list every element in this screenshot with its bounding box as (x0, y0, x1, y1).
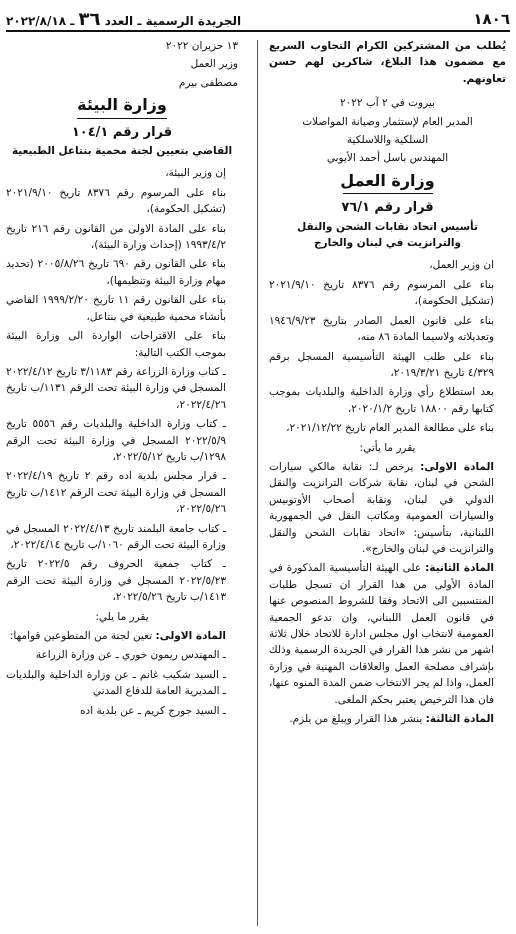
recital: بناء على الاقتراحات الواردة الى وزارة البيئة بموجب الكتب التالية: (6, 330, 226, 359)
gazette-title: الجريدة الرسمية ـ العدد (104, 13, 242, 28)
article (6, 628, 238, 644)
signer-title: وزير العمل (190, 58, 238, 71)
article (269, 560, 506, 708)
decision-subject: القاضي بتعيين لجنة محمية بنتاعل الطبيعية (11, 145, 233, 158)
ministry-rule (77, 118, 167, 119)
article-label: المادة الثانية: (425, 562, 494, 575)
recital: بناء على المرسوم رقم ٨٣٧٦ تاريخ ٢٠٢١/٩/١٠ (تشكيل الحكومة)، (6, 186, 226, 216)
article (269, 711, 506, 727)
letter-item: ـ قرار مجلس بلدية اده رقم ٢ تاريخ ٢٠٢٢/٤/١٩ المسجل في وزارة البيئة تحت الرقم ١٤١٢/ب تاريخ ٢٠٢٢/٥/٢٦، (6, 470, 226, 516)
article-text: على الهيئة التأسيسية المذكورة في المادة الأولى من هذا القرار ان تسجل طلبات المنتسبين الى الاتحاد وفقا للشروط المنصوص عنها في قانون العمل اللبناني، وان تدعو الجمعية العمومية لانتخاب اول مجلس ادارة للاتحاد خلال ثلاثة اشهر من نشر هذا القرار في الجريدة الرسمية وذلك بإشراف مصلحة العمل والعلاقات المهنية في وزارة العمل، واذا لم يجر الانتخاب ضمن المدة المنوه عنها، فان هذا الترخيص يعتبر بحكم الملغى. (269, 562, 494, 706)
signature-block-labour (6, 38, 238, 91)
preamble: إن وزير البيئة، (165, 167, 226, 180)
preamble: ان وزير العمل، (429, 259, 494, 272)
article (269, 459, 506, 557)
decides-line: يقرر ما يأتي: (359, 441, 416, 454)
article-label: المادة الثالثة: (425, 713, 494, 726)
letter-item: ـ كتاب جامعة البلمند تاريخ ٢٠٢٢/٤/١٣ المسجل في وزارة البيئة تحت الرقم ١٠٦٠/ب تاريخ ٢٠٢٢/٤/١٤، (6, 522, 226, 551)
decision-number: قرار رقم ٧٦/١ (341, 200, 434, 216)
gazette-header-title (6, 9, 241, 30)
signer-title-1: المدير العام لإستثمار وصيانة المواصلات (302, 115, 473, 128)
article-text: يرخص لـ: نقابة مالكي سيارات الشحن في لبنان، نقابة شركات الترانزيت والنقل الدولي في لبنان، ونقابة أصحاب الأوتوبيس والسيارات العمومية ومكاتب النقل في الجمهورية اللبنانية، بتأسيس: «اتحاد نقابات الشحن والنقل والترانزيت في لبنان والخارج». (269, 460, 494, 555)
signature-date: ١٣ حزيران ٢٠٢٢ (165, 40, 238, 52)
recital: بناء على مطالعة المدير العام تاريخ ٢٠٢١/١٢/٢٢، (286, 422, 494, 435)
signer-name: المهندس باسل أحمد الأيوبي (326, 152, 449, 165)
page-number: ١٨٠٦ (473, 10, 510, 28)
place-date: بيروت في ٢ آب ٢٠٢٢ (340, 97, 435, 110)
decides-line: يقرر ما يلي: (95, 610, 149, 623)
header-rule (6, 30, 510, 32)
article-label: المادة الاولى: (155, 630, 226, 642)
left-column (6, 38, 238, 722)
issue-date: ـ ٢٠٢٢/٨/١٨ (6, 13, 75, 28)
article-text: تعين لجنة من المتطوعين قوامها: (9, 630, 153, 642)
ministry-title-environment: وزارة البيئة (77, 95, 167, 115)
right-column (269, 38, 506, 730)
article-text: ينشر هذا القرار ويبلغ من يلزم. (289, 713, 423, 726)
ministry-title-labour: وزارة العمل (340, 170, 435, 190)
recital: بناء على المادة الاولى من القانون رقم ٢١٦ تاريخ ١٩٩٣/٤/٢ (إحداث وزارة البيئة)، (6, 222, 226, 252)
letter-item: ـ كتاب جمعية الحروف رقم ٢٠٢٢/٥ تاريخ ٢٠٢٢/٥/٢٣ المسجل في وزارة البيئة تحت الرقم ١٤١٣/ب تاريخ ٢٠٢٢/٥/٢٦، (6, 558, 226, 604)
ministry-rule (343, 193, 433, 194)
letter-item: ـ كتاب وزارة الزراعة رقم ٣/١١٨٣ تاريخ ٢٠٢٢/٤/١٢ المسجل في وزارة البيئة تحت الرقم ١١٣١/ب تاريخ ٢٠٢٢/٤/٢٦، (6, 365, 226, 411)
signer-title-2: السلكية واللاسلكية (346, 134, 429, 147)
signature-block-telecom (269, 95, 506, 167)
decision-number: قرار رقم ١٠٤/١ (71, 124, 173, 140)
issue-number: ٣٦ (78, 8, 101, 30)
recital: بناء على القانون رقم ٦٩٠ تاريخ ٢٠٠٥/٨/٢٦ (تحديد مهام وزارة البيئة وتنظيمها)، (6, 258, 226, 287)
decision-subject: تأسيس اتحاد نقابات الشحن والنقل والترانزيت في لبنان والخارج (297, 220, 478, 250)
recital: بناء على المرسوم رقم ٨٣٧٦ تاريخ ٢٠٢١/٩/١٠ (تشكيل الحكومة)، (269, 278, 494, 308)
article-label: المادة الاولى: (420, 460, 494, 473)
recital: بناء على القانون رقم ١١ تاريخ ١٩٩٩/٢/٢٠ القاضي بأنشاء محمية طبيعية في بنتاعل، (6, 294, 226, 323)
recital: بناء على طلب الهيئة التأسيسية المسجل برقم ٤/٣٢٩ تاريخ ٢٠١٩/٣/٢١، (269, 350, 494, 379)
signer-name: مصطفى بيرم (178, 76, 238, 89)
letter-item: ـ كتاب وزارة الداخلية والبلديات رقم ٥٥٥٦ تاريخ ٢٠٢٢/٥/٩ المسجل في وزارة البيئة تحت الرقم ١٢٩٨/ب تاريخ ٢٠٢٢/٥/١٢، (6, 418, 226, 463)
column-divider (257, 40, 258, 926)
member-item: ـ المهندس ريمون خوري ـ عن وزارة الزراعة (35, 649, 226, 662)
member-item: ـ السيد شكيب غانم ـ عن وزارة الداخلية والبلديات ـ المديرية العامة للدفاع المدني (6, 668, 226, 698)
page-header (6, 8, 510, 30)
member-item: ـ السيد جورج كريم ـ عن بلدية اده (80, 704, 226, 717)
recital: بعد استطلاع رأي وزارة الداخلية والبلديات بموجب كتابها رقم ١٨٨٠٠ تاريخ ٢٠٢٠/١/٢، (269, 386, 494, 415)
intro-paragraph: يُطلب من المشتركين الكرام التجاوب السريع مع مضمون هذا البلاغ، شاكرين لهم حسن تعاونهم. (269, 40, 506, 85)
recital: بناء على قانون العمل الصادر بتاريخ ١٩٤٦/٩/٢٣ وتعديلاته ولاسيما المادة ٨٦ منه، (269, 314, 494, 344)
